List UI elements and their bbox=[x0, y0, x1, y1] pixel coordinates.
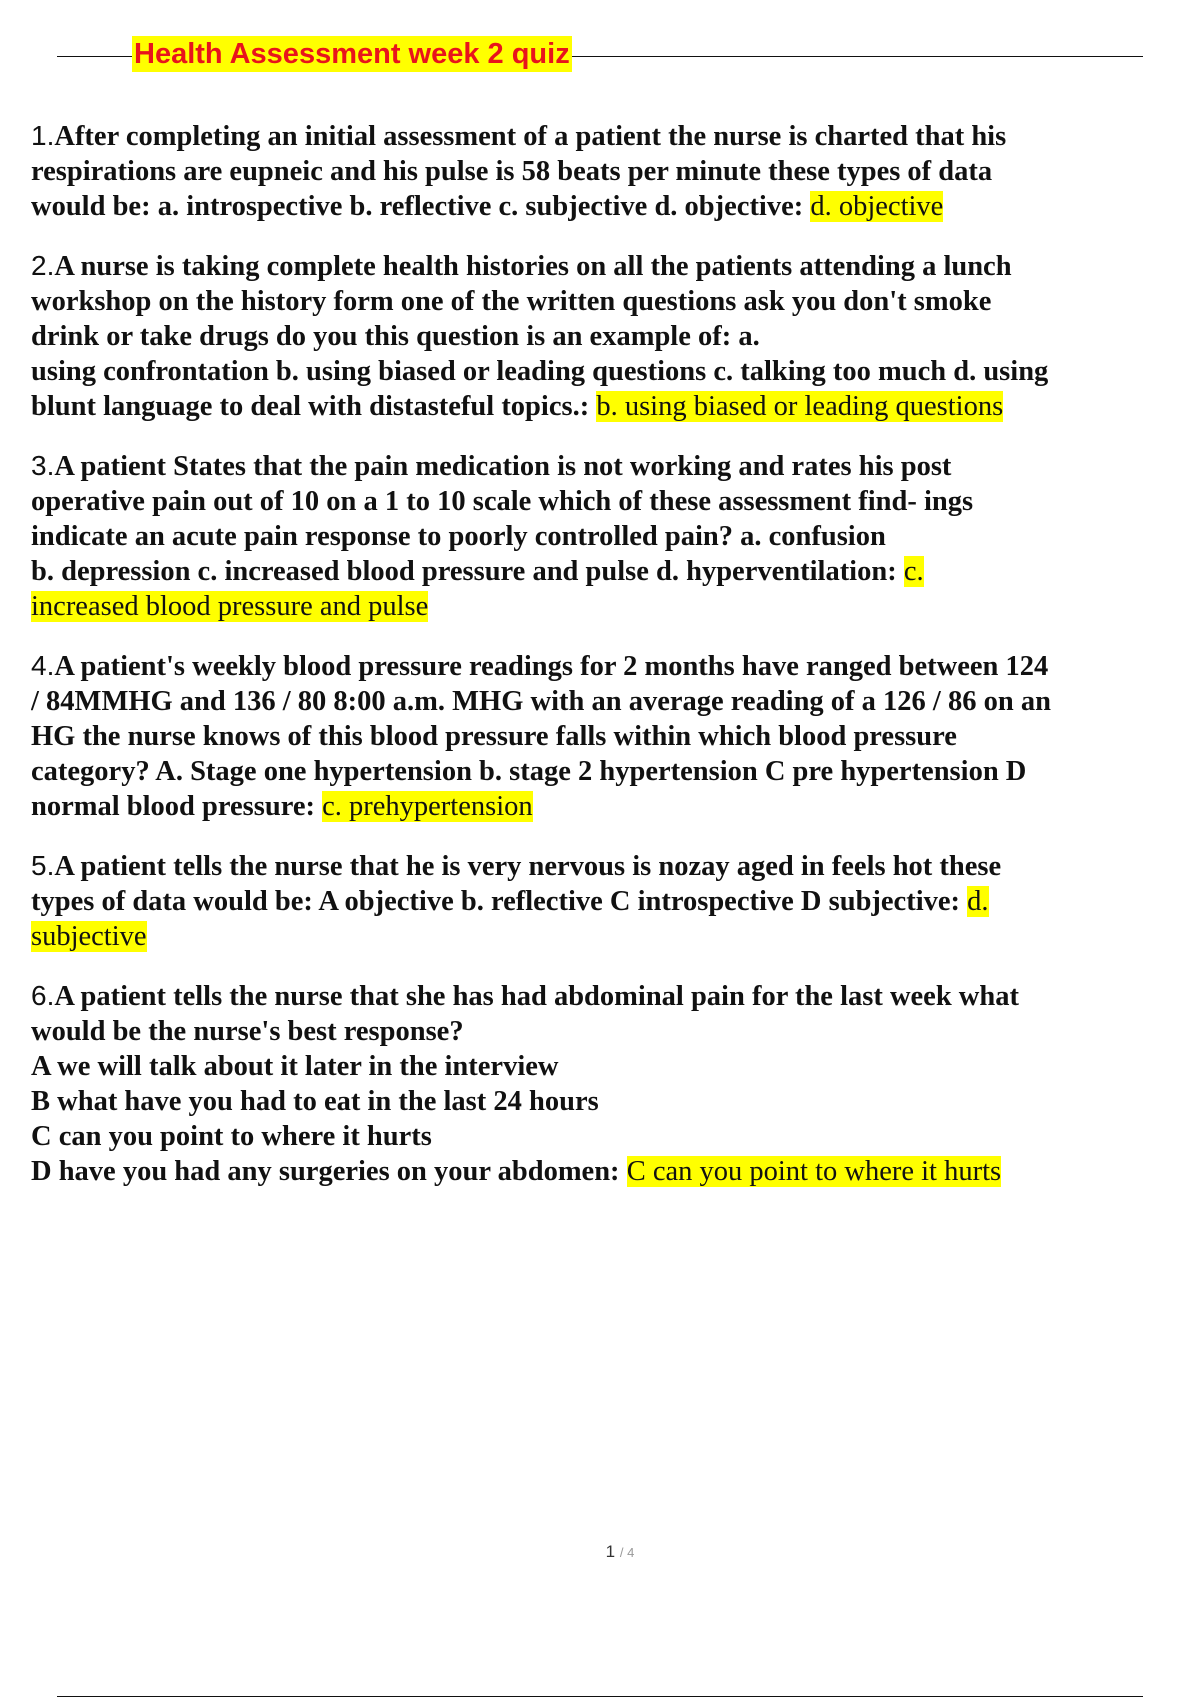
question-line bbox=[31, 589, 1200, 624]
question-line bbox=[31, 118, 1200, 154]
question-number: 2. bbox=[31, 250, 55, 281]
question-text: blunt language to deal with distasteful topics.: bbox=[31, 391, 597, 422]
question-text: would be the nurse's best response? bbox=[31, 1016, 464, 1047]
question-text: respirations are eupneic and his pulse is 58 beats per minute these types of data bbox=[31, 156, 993, 187]
question-line bbox=[31, 648, 1200, 684]
answer-highlight: C can you point to where it hurts bbox=[626, 1156, 1002, 1187]
answer-option: D have you had any surgeries on your abdomen: bbox=[31, 1156, 627, 1187]
question-text: normal blood pressure: bbox=[31, 791, 323, 822]
question-text: using confrontation b. using biased or leading questions c. talking too much d. using bbox=[31, 356, 1049, 387]
question-line bbox=[31, 789, 1200, 824]
page-total: / 4 bbox=[619, 1545, 635, 1560]
answer-option: A we will talk about it later in the interview bbox=[31, 1051, 559, 1082]
question-number: 4. bbox=[31, 650, 55, 681]
page-current: 1 bbox=[605, 1542, 616, 1561]
question-line bbox=[31, 884, 1200, 919]
question-text: HG the nurse knows of this blood pressure falls within which blood pressure bbox=[31, 721, 957, 752]
question-text: would be: a. introspective b. reflective c. subjective d. objective: bbox=[31, 191, 811, 222]
question-text: A patient's weekly blood pressure readings for 2 months have ranged between 124 bbox=[54, 651, 1049, 682]
answer-highlight: d. bbox=[967, 886, 989, 917]
question-line bbox=[31, 978, 1200, 1014]
question-text: A patient States that the pain medication is not working and rates his post bbox=[54, 451, 952, 482]
answer-highlight: b. using biased or leading questions bbox=[596, 391, 1004, 422]
question-text: A patient tells the nurse that she has had abdominal pain for the last week what bbox=[54, 981, 1019, 1012]
question-line bbox=[31, 189, 1200, 224]
question-text: category? A. Stage one hypertension b. stage 2 hypertension C pre hypertension D bbox=[31, 756, 1027, 787]
answer-highlight: d. objective bbox=[810, 191, 944, 222]
answer-option: C can you point to where it hurts bbox=[31, 1121, 432, 1152]
answer-highlight: c. prehypertension bbox=[322, 791, 533, 822]
question-text: A nurse is taking complete health histories on all the patients attending a lunch bbox=[54, 251, 1012, 282]
question-line bbox=[31, 1154, 1200, 1189]
question-number: 1. bbox=[31, 120, 55, 151]
document-title: Health Assessment week 2 quiz bbox=[134, 38, 570, 70]
question-text: types of data would be: A objective b. reflective C introspective D subjective: bbox=[31, 886, 968, 917]
answer-highlight: c. bbox=[903, 556, 924, 587]
question-text: drink or take drugs do you this question is an example of: a. bbox=[31, 321, 760, 352]
question-number: 5. bbox=[31, 850, 55, 881]
question-item bbox=[31, 648, 1200, 824]
question-text: workshop on the history form one of the written questions ask you don't smoke bbox=[31, 286, 992, 317]
question-item bbox=[31, 248, 1200, 424]
question-number: 6. bbox=[31, 980, 55, 1011]
answer-highlight: increased blood pressure and pulse bbox=[31, 591, 429, 622]
question-line bbox=[31, 389, 1200, 424]
question-text: / 84MMHG and 136 / 80 8:00 a.m. MHG with an average reading of a 126 / 86 on an bbox=[31, 686, 1051, 717]
question-item bbox=[31, 118, 1200, 224]
bottom-rule bbox=[57, 1696, 1143, 1697]
page-indicator bbox=[0, 1542, 1200, 1562]
question-text: operative pain out of 10 on a 1 to 10 scale which of these assessment find- ings bbox=[31, 486, 974, 517]
question-item bbox=[31, 848, 1200, 954]
question-line bbox=[31, 848, 1200, 884]
question-line bbox=[31, 919, 1200, 954]
question-text: A patient tells the nurse that he is very nervous is nozay aged in feels hot these bbox=[54, 851, 1002, 882]
question-line bbox=[31, 248, 1200, 284]
question-line bbox=[31, 448, 1200, 484]
question-number: 3. bbox=[31, 450, 55, 481]
question-text: After completing an initial assessment of a patient the nurse is charted that his bbox=[54, 121, 1007, 152]
title-row bbox=[57, 36, 1143, 72]
question-item bbox=[31, 448, 1200, 624]
question-text: b. depression c. increased blood pressure and pulse d. hyperventilation: bbox=[31, 556, 904, 587]
question-text: indicate an acute pain response to poorly controlled pain? a. confusion bbox=[31, 521, 886, 552]
question-list bbox=[31, 118, 1200, 1213]
question-item bbox=[31, 978, 1200, 1189]
question-line bbox=[31, 554, 1200, 589]
answer-highlight: subjective bbox=[31, 921, 147, 952]
answer-option: B what have you had to eat in the last 24 hours bbox=[31, 1086, 599, 1117]
